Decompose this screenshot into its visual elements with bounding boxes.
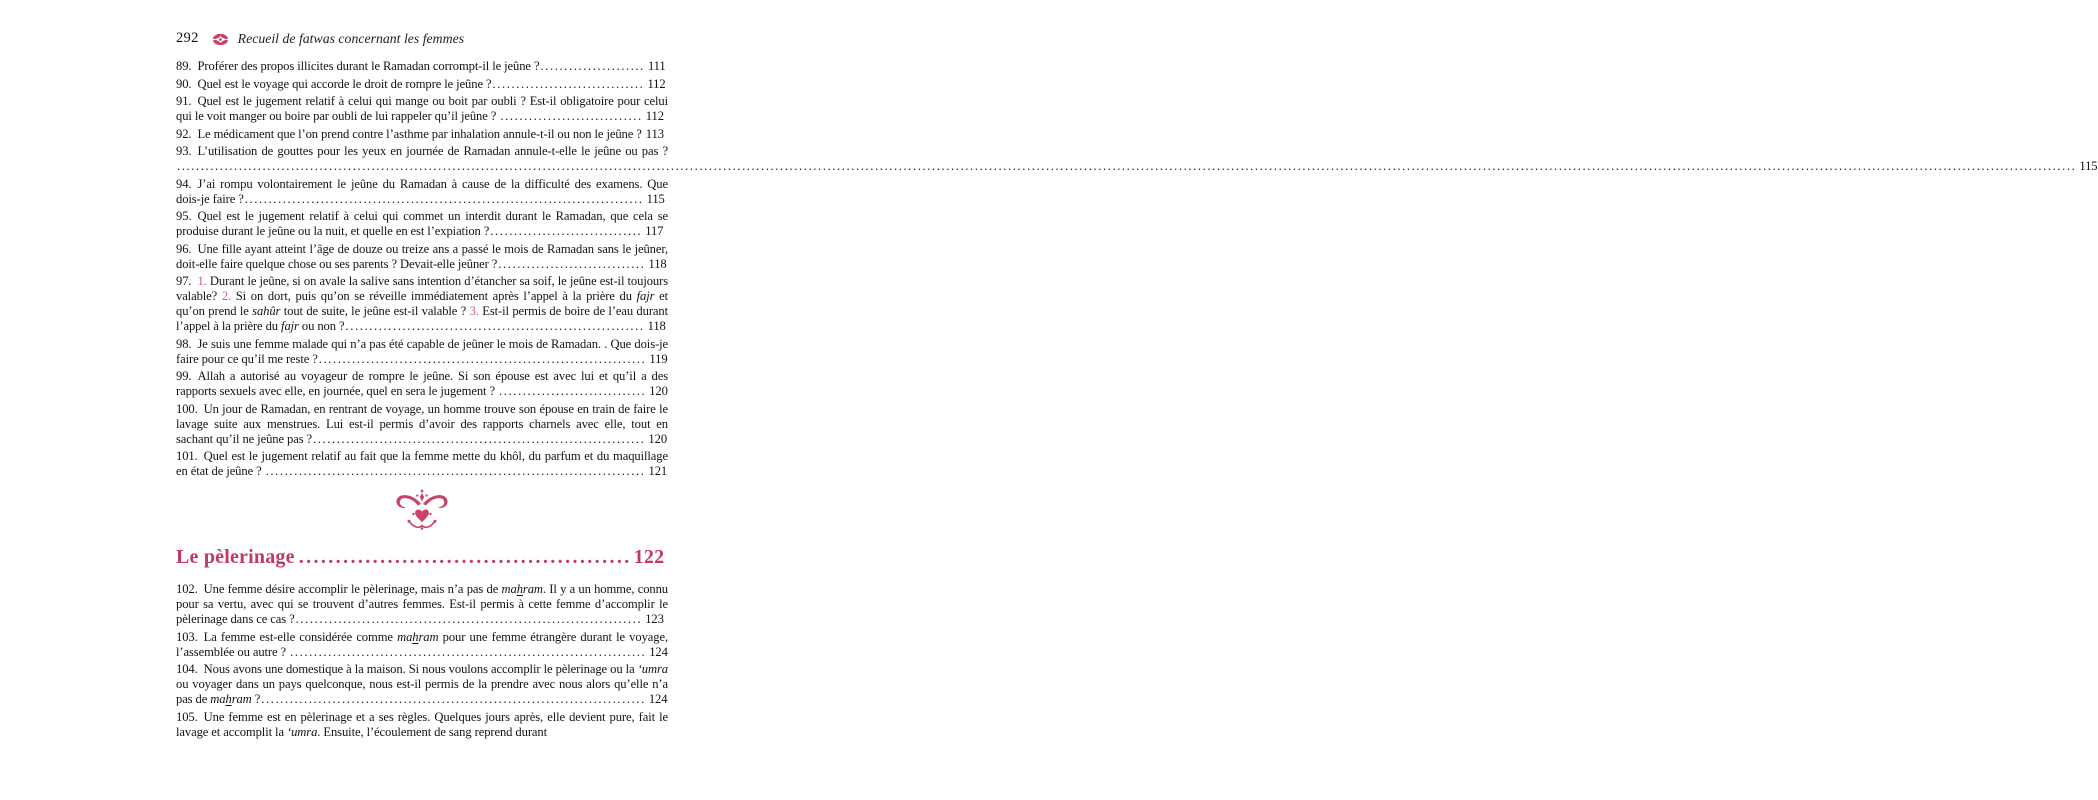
entry-text: Une femme est en pèlerinage et a ses règles. Quelques jours après, elle devient pure, fait le lavage et accomplit la xyxy=(176,709,668,739)
entry-text: Quel est le voyage qui accorde le droit de rompre le jeûne ? xyxy=(197,76,492,91)
entry-text: Un jour de Ramadan, en rentrant de voyage, un homme trouve son épouse en train de faire le lavage suite aux menstrues. Lui est-il permis d’avoir des rapports charnels avec elle, tout en sachant qu’il ne jeûne pas ? xyxy=(176,401,668,446)
entry-text: 2. xyxy=(221,289,236,303)
section-heading-pelerinage xyxy=(176,544,668,570)
entry-text: . Il y a un homme, connu pour sa vertu, avec qui se trouvent d’autres femmes. Est-il permis à cette femme d’accomplir le pèlerinage dans ce cas ? xyxy=(176,582,668,626)
entry-number: 104. xyxy=(176,662,198,676)
entry-text: fajr xyxy=(636,289,655,303)
entry-page-number: 120 xyxy=(649,384,668,398)
entry-text: tout de suite, le jeûne est-il valable ? xyxy=(280,304,470,318)
toc-entry xyxy=(176,59,668,74)
entry-page-number: 118 xyxy=(647,319,666,333)
entry-text: h xyxy=(225,692,232,706)
entry-text: pour une femme étrangère durant le voyage, l’assemblée ou autre ? xyxy=(176,629,669,659)
entry-text: Si on dort, puis qu’on se réveille immédiatement après l’appel à la prière du xyxy=(235,289,637,303)
entry-text: ‘umra xyxy=(637,662,668,676)
dot-leader: ................................................................................................................................................................................................................................................................................................................................................................................................................ xyxy=(177,159,2077,173)
dot-leader: ............................................. xyxy=(298,546,632,568)
toc-entry xyxy=(176,177,668,207)
entry-text: Quel est le jugement relatif à celui qui commet un interdit durant le Ramadan, que cela se produise durant le jeûne ou la nuit, et quelle en est l’expiation ? xyxy=(176,209,668,238)
entry-page-number: 119 xyxy=(649,351,668,366)
entry-number: 97. xyxy=(176,274,192,288)
toc-entry xyxy=(176,242,668,272)
entry-page-number: 113 xyxy=(645,126,664,141)
entry-text: Nous avons une domestique à la maison. Si nous voulons accomplir le pèlerinage ou la xyxy=(203,662,638,676)
entry-text: Je suis une femme malade qui n’a pas été capable de jeûner le mois de Ramadan. . Que dois-je faire pour ce qu’il me reste ? xyxy=(176,336,668,366)
section-ornament xyxy=(176,489,668,536)
entry-text: ‘umra xyxy=(287,724,318,739)
toc-entry xyxy=(176,274,668,334)
section-page-number: 122 xyxy=(633,546,665,568)
entry-text: Proférer des propos illicites durant le Ramadan corrompt-il le jeûne ? xyxy=(197,59,540,73)
dot-leader: ......................................................................... xyxy=(295,612,643,626)
entry-text: ou voyager dans un pays quelconque, nous est-il permis de la prendre avec nous alors qu’elle n’a pas de xyxy=(176,677,668,706)
entry-page-number: 118 xyxy=(648,256,667,271)
entry-text: Est-il permis de boire de l’eau durant l’appel à la prière du xyxy=(176,304,668,333)
dot-leader: ............................................................... xyxy=(345,319,645,333)
dot-leader: .................................................................................... xyxy=(244,191,644,206)
entry-text: ram xyxy=(231,692,252,706)
toc-entry xyxy=(176,630,668,660)
dot-leader: ................................ xyxy=(490,224,643,238)
entry-page-number: 112 xyxy=(645,109,664,123)
folio-page-number: 292 xyxy=(176,30,199,46)
entry-text: Quel est le jugement relatif au fait que la femme mette du khôl, du parfum et du maquillage en état de jeûne ? xyxy=(176,449,668,478)
entry-text: et qu’on prend le xyxy=(176,289,669,318)
entry-text: ou non ? xyxy=(298,319,345,333)
entry-number: 98. xyxy=(176,336,192,351)
dot-leader: ...................................................................... xyxy=(313,431,646,446)
entry-text: Quel est le jugement relatif à celui qui mange ou boit par oubli ? Est-il obligatoire pour celui qui le voit manger ou boire par oubli de lui rappeler qu’il jeûne ? xyxy=(176,94,668,123)
entry-text: . Ensuite, l’écoulement de sang reprend durant xyxy=(317,724,547,739)
dot-leader: .............................. xyxy=(500,109,643,123)
entry-text: Le médicament que l’on prend contre l’asthme par inhalation annule-t-il ou non le jeûne ? xyxy=(197,126,642,141)
entry-page-number: 111 xyxy=(647,59,666,73)
entry-page-number: 124 xyxy=(648,692,668,706)
entry-text: Une femme désire accomplir le pèlerinage, mais n’a pas de xyxy=(203,582,502,596)
entry-text: La femme est-elle considérée comme xyxy=(203,629,398,644)
entry-text: ? xyxy=(251,692,261,706)
entry-number: 105. xyxy=(176,709,198,724)
entry-text: Durant le jeûne, si on avale la salive sans intention d’étancher sa soif, le jeûne est-il toujours valable? xyxy=(176,274,669,303)
dot-leader: ................................................................................ xyxy=(265,464,646,478)
entry-text: ma xyxy=(210,692,226,706)
entry-text: ram xyxy=(522,582,543,596)
entry-number: 92. xyxy=(176,126,192,141)
entry-number: 100. xyxy=(176,401,198,416)
entry-text: Une fille ayant atteint l’âge de douze ou treize ans a passé le mois de Ramadan sans le jeûner, doit-elle faire quelque chose ou ses parents ? Devait-elle jeûner ? xyxy=(176,241,668,271)
entry-number: 103. xyxy=(176,629,198,644)
entry-number: 99. xyxy=(176,369,192,383)
entry-text: L’utilisation de gouttes pour les yeux en journée de Ramadan annule-t-elle le jeûne ou pas ? xyxy=(197,144,668,158)
entry-page-number: 112 xyxy=(647,76,666,91)
dot-leader: ...................... xyxy=(540,59,645,73)
entry-page-number: 120 xyxy=(648,431,668,446)
entry-page-number: 115 xyxy=(2079,159,2098,173)
entry-page-number: 124 xyxy=(649,644,668,659)
entry-page-number: 115 xyxy=(646,191,665,206)
fleuron-icon xyxy=(212,33,229,46)
toc-entry xyxy=(176,662,668,707)
running-title: Recueil de fatwas concernant les femmes xyxy=(237,30,465,46)
toc-entry xyxy=(176,209,668,239)
dot-leader: ................................ xyxy=(492,76,645,91)
toc-entry xyxy=(176,127,668,142)
dot-leader: ..................................................................... xyxy=(318,351,647,366)
entry-number: 91. xyxy=(176,94,192,108)
dot-leader: ................................................................................. xyxy=(261,692,646,706)
entry-number: 93. xyxy=(176,144,192,158)
entry-text: h xyxy=(516,582,523,596)
toc-entry xyxy=(176,94,668,124)
toc-entry xyxy=(176,77,668,92)
section-heading-label: Le pèlerinage xyxy=(176,546,295,568)
entry-text: 1. xyxy=(197,274,210,288)
running-header xyxy=(176,30,668,47)
entry-number: 102. xyxy=(176,582,198,596)
toc-entry xyxy=(176,402,668,447)
dot-leader: ............................... xyxy=(499,384,647,398)
entry-page-number: 123 xyxy=(645,612,664,626)
entry-page-number: 117 xyxy=(645,224,664,238)
toc-entry xyxy=(176,449,668,479)
entry-number: 96. xyxy=(176,241,192,256)
entry-number: 94. xyxy=(176,176,192,191)
entry-page-number: 121 xyxy=(648,464,668,478)
floral-damask-ornament-icon xyxy=(392,489,452,531)
table-of-contents xyxy=(176,59,2098,740)
entry-text: ma xyxy=(397,629,413,644)
entry-text: 3. xyxy=(469,304,483,318)
entry-text: fajr xyxy=(281,319,299,333)
entry-text: h xyxy=(412,629,419,644)
entry-text: ma xyxy=(501,582,517,596)
dot-leader: ........................................................................... xyxy=(290,644,647,659)
entry-number: 89. xyxy=(176,59,192,73)
entry-text: ram xyxy=(418,629,439,644)
toc-entry xyxy=(176,144,2098,174)
entry-text: Allah a autorisé au voyageur de rompre le jeûne. Si son épouse est avec lui et qu’il a des rapports sexuels avec elle, en journée, quel en sera le jugement ? xyxy=(176,369,668,398)
entry-text: J’ai rompu volontairement le jeûne du Ramadan à cause de la difficulté des examens. Que dois-je faire ? xyxy=(176,176,668,206)
entry-number: 95. xyxy=(176,209,192,223)
entry-text: sahûr xyxy=(252,304,281,318)
toc-entry xyxy=(176,337,668,367)
toc-entry xyxy=(176,369,668,399)
entry-number: 90. xyxy=(176,76,192,91)
toc-entry xyxy=(176,582,668,627)
dot-leader: ............................... xyxy=(498,256,646,271)
page-content xyxy=(176,30,2098,742)
toc-entry xyxy=(176,710,668,740)
entry-number: 101. xyxy=(176,449,198,463)
